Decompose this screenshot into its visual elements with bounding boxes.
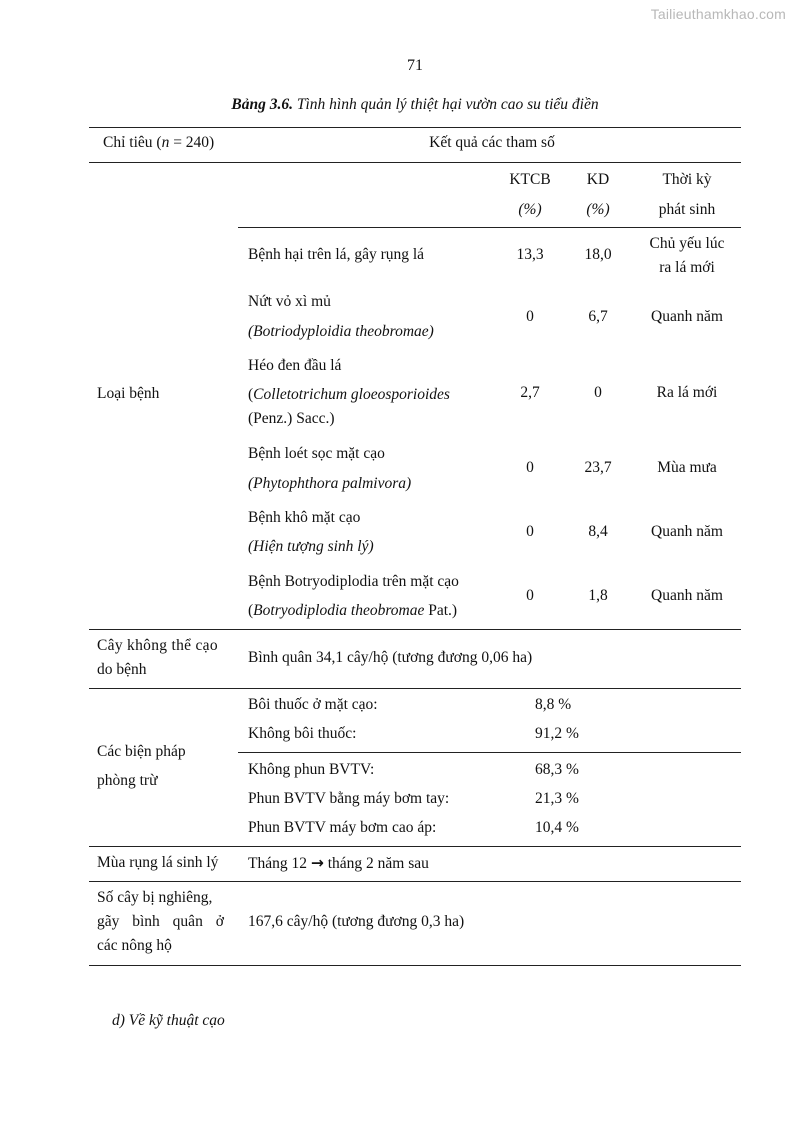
disease-period-line2: ra lá mới: [659, 259, 715, 276]
prevention-item-name: Phun BVTV bằng máy bơm tay:: [248, 790, 450, 807]
prevention-item-value: 10,4 %: [535, 819, 579, 836]
disease-scientific-authority: (Penz.) Sacc.): [248, 410, 335, 427]
broken-label-line2: gãy bình quân ở: [97, 913, 224, 930]
disease-kd: 1,8: [588, 587, 608, 604]
page-number: 71: [407, 57, 423, 74]
disease-scientific-name: (Botriodyploidia theobromae): [248, 323, 434, 340]
prevention-item-name: Bôi thuốc ở mặt cạo:: [248, 696, 378, 713]
subheader-period-line1: Thời kỳ: [662, 171, 712, 188]
prevention-label-line2: phòng trừ: [97, 772, 158, 789]
subheader-period-line2: phát sinh: [658, 201, 716, 218]
disease-period: Quanh năm: [651, 308, 723, 325]
subheader-ktcb-unit: (%): [518, 201, 542, 218]
prevention-label-line1: Các biện pháp: [97, 743, 186, 760]
arrow-right-icon: →: [310, 854, 324, 872]
broken-label-line1: Số cây bị nghiêng,: [97, 889, 213, 906]
header-rule: [89, 162, 741, 163]
disease-name: Bệnh loét sọc mặt cạo: [248, 445, 385, 462]
header-results: Kết quả các tham số: [429, 134, 555, 151]
untappable-value: Bình quân 34,1 cây/hộ (tương đương 0,06 ha): [248, 649, 533, 666]
disease-name: Bệnh Botryodiplodia trên mặt cạo: [248, 573, 459, 590]
prevention-inner-rule: [238, 752, 741, 753]
prevention-item-value: 8,8 %: [535, 696, 572, 713]
disease-kd: 6,7: [588, 308, 608, 325]
leaf-fall-rule: [89, 881, 741, 882]
disease-scientific-name: (Phytophthora palmivora): [248, 475, 412, 492]
disease-name: Bệnh hại trên lá, gây rụng lá: [248, 246, 425, 263]
untappable-label-line1: Cây không thể cạo: [97, 637, 218, 654]
prevention-item-name: Không phun BVTV:: [248, 761, 375, 778]
disease-name: Héo đen đầu lá: [248, 357, 342, 374]
disease-type-label: Loại bệnh: [97, 385, 160, 402]
subheader-ktcb: KTCB: [509, 171, 551, 188]
disease-kd: 8,4: [588, 523, 608, 540]
caption-label: Bảng 3.6.: [231, 96, 293, 113]
disease-ktcb: 0: [526, 308, 534, 325]
prevention-rule: [89, 846, 741, 847]
broken-label-line3: các nông hộ: [97, 937, 172, 954]
untappable-rule: [89, 688, 741, 689]
leaf-fall-value: Tháng 12 → tháng 2 năm sau: [248, 854, 429, 872]
disease-section-rule: [89, 629, 741, 630]
disease-period: Quanh năm: [651, 587, 723, 604]
subheader-kd-unit: (%): [586, 201, 610, 218]
prevention-item-name: Không bôi thuốc:: [248, 725, 357, 742]
disease-kd: 0: [594, 384, 602, 401]
disease-name: Bệnh khô mặt cạo: [248, 509, 361, 526]
table-top-rule: [89, 127, 741, 128]
prevention-item-value: 21,3 %: [535, 790, 579, 807]
prevention-item-name: Phun BVTV máy bơm cao áp:: [248, 819, 437, 836]
subheader-rule: [238, 227, 741, 228]
prevention-item-value: 68,3 %: [535, 761, 579, 778]
disease-kd: 23,7: [584, 459, 612, 476]
disease-period: Mùa mưa: [657, 459, 717, 476]
disease-period: Quanh năm: [651, 523, 723, 540]
prevention-item-value: 91,2 %: [535, 725, 579, 742]
caption-title: Tình hình quản lý thiệt hại vườn cao su tiểu điền: [296, 96, 599, 113]
disease-ktcb: 0: [526, 459, 534, 476]
watermark: Tailieuthamkhao.com: [650, 6, 786, 22]
disease-ktcb: 13,3: [516, 246, 544, 263]
header-indicator: Chỉ tiêu (n = 240): [103, 134, 215, 151]
disease-name: Nứt vỏ xì mủ: [248, 293, 331, 310]
disease-ktcb: 0: [526, 523, 534, 540]
disease-scientific-name: (Botryodiplodia theobromae Pat.): [248, 602, 458, 619]
untappable-label-line2: do bệnh: [97, 661, 147, 678]
disease-ktcb: 0: [526, 587, 534, 604]
disease-scientific-name: (Hiện tượng sinh lý): [248, 538, 374, 555]
leaf-fall-label: Mùa rụng lá sinh lý: [97, 854, 219, 871]
table-caption: [0, 96, 794, 114]
disease-scientific-name: (Colletotrichum gloeosporioides: [248, 386, 450, 403]
table-bottom-rule: [89, 965, 741, 966]
disease-period-line1: Chủ yếu lúc: [649, 235, 725, 252]
section-heading: d) Về kỹ thuật cạo: [112, 1012, 225, 1029]
disease-period: Ra lá mới: [656, 384, 718, 401]
subheader-kd: KD: [586, 171, 610, 188]
broken-value: 167,6 cây/hộ (tương đương 0,3 ha): [248, 913, 465, 930]
disease-ktcb: 2,7: [520, 384, 540, 401]
disease-kd: 18,0: [584, 246, 612, 263]
